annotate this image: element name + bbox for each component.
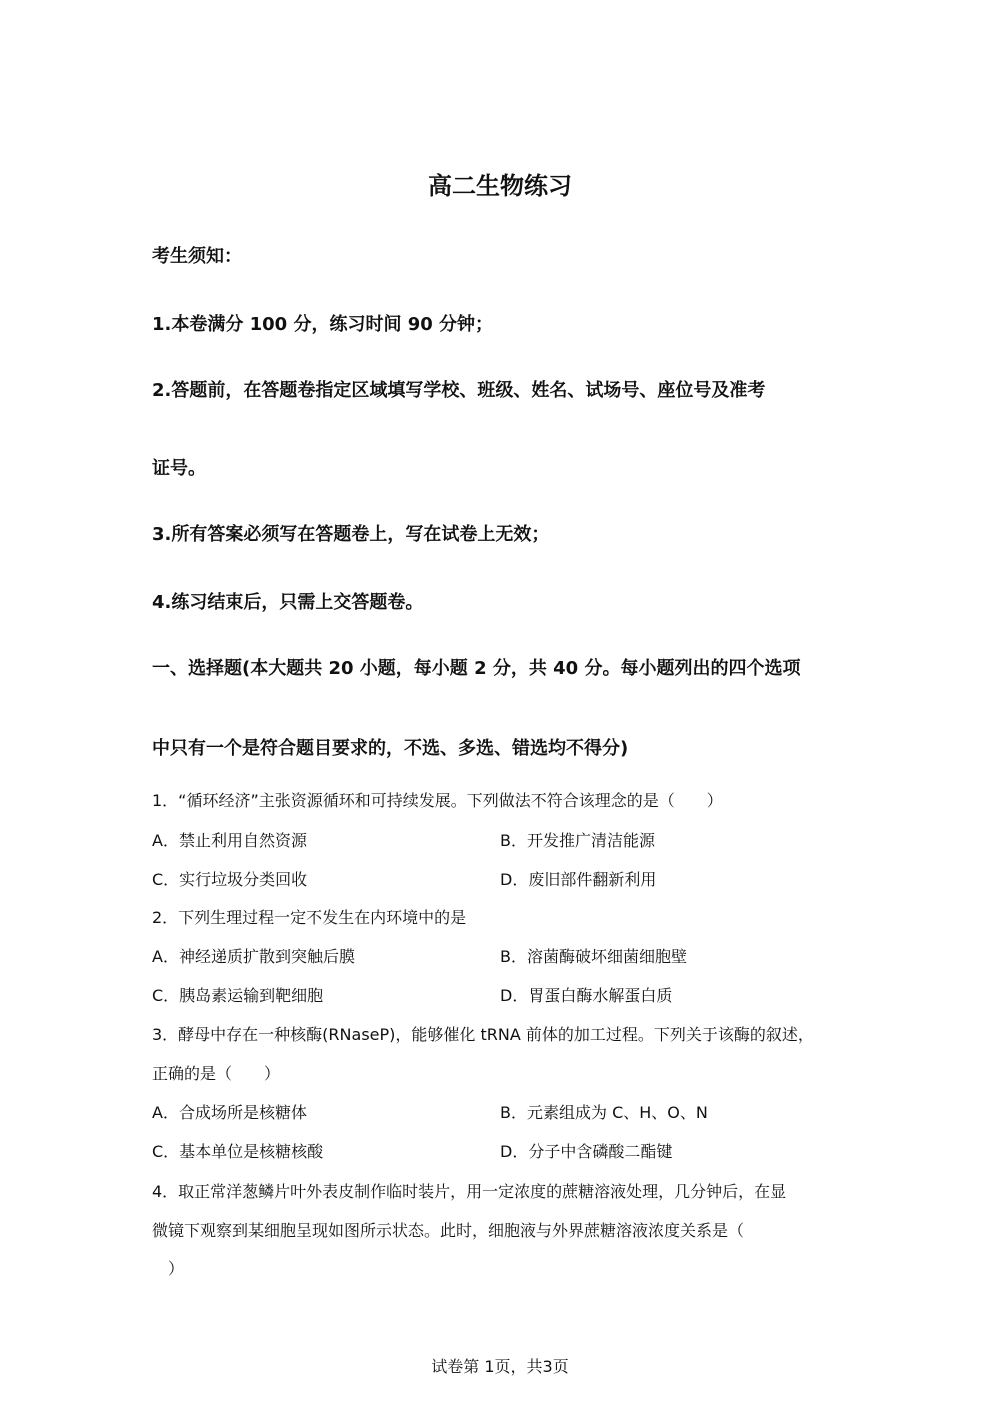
question-3-option-a: A．合成场所是核糖体 xyxy=(152,1103,307,1122)
notice-item-2-line-1: 2.答题前，在答题卷指定区域填写学校、班级、姓名、试场号、座位号及准考 xyxy=(152,380,766,401)
page-footer: 试卷第 1页，共3页 xyxy=(431,1357,569,1376)
page-title: 高二生物练习 xyxy=(428,172,572,200)
notice-item-4: 4.练习结束后，只需上交答题卷。 xyxy=(152,592,424,613)
question-1-stem: 1．“循环经济”主张资源循环和可持续发展。下列做法不符合该理念的是（ ） xyxy=(152,791,723,810)
question-3-option-c: C．基本单位是核糖核酸 xyxy=(152,1142,324,1161)
question-2-option-b: B．溶菌酶破坏细菌细胞壁 xyxy=(500,947,687,966)
question-1-option-a: A．禁止利用自然资源 xyxy=(152,831,307,850)
question-2-stem: 2．下列生理过程一定不发生在内环境中的是 xyxy=(152,908,467,927)
notice-item-3: 3.所有答案必须写在答题卷上，写在试卷上无效； xyxy=(152,524,550,545)
question-2-option-d: D．胃蛋白酶水解蛋白质 xyxy=(500,986,673,1005)
question-1-option-b: B．开发推广清洁能源 xyxy=(500,831,655,850)
question-3-stem-line-2: 正确的是（ ） xyxy=(152,1064,281,1083)
notice-item-1: 1.本卷满分 100 分，练习时间 90 分钟； xyxy=(152,314,494,335)
section-heading-line-1: 一、选择题(本大题共 20 小题，每小题 2 分，共 40 分。每小题列出的四个选项 xyxy=(152,658,801,679)
section-heading-line-2: 中只有一个是符合题目要求的，不选、多选、错选均不得分) xyxy=(152,738,629,759)
question-3-stem-line-1: 3．酵母中存在一种核酶(RNaseP)，能够催化 tRNA 前体的加工过程。下列关于该酶的叙述， xyxy=(152,1025,814,1044)
question-1-option-d: D．废旧部件翻新利用 xyxy=(500,870,657,889)
question-3-option-b: B．元素组成为 C、H、O、N xyxy=(500,1103,708,1122)
question-4-stem-line-2: 微镜下观察到某细胞呈现如图所示状态。此时，细胞液与外界蔗糖溶液浓度关系是（ xyxy=(152,1221,745,1240)
question-2-option-a: A．神经递质扩散到突触后膜 xyxy=(152,947,355,966)
question-1-option-c: C．实行垃圾分类回收 xyxy=(152,870,308,889)
question-2-option-c: C．胰岛素运输到靶细胞 xyxy=(152,986,324,1005)
notice-heading: 考生须知： xyxy=(152,246,242,267)
question-4-stem-line-1: 4．取正常洋葱鳞片叶外表皮制作临时装片，用一定浓度的蔗糖溶液处理，几分钟后，在显 xyxy=(152,1182,787,1201)
question-3-option-d: D．分子中含磷酸二酯键 xyxy=(500,1142,673,1161)
question-4-stem-line-3: ） xyxy=(152,1259,185,1278)
notice-item-2-line-2: 证号。 xyxy=(152,458,206,479)
